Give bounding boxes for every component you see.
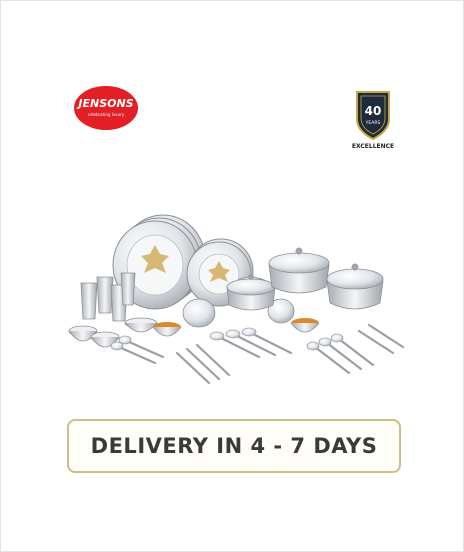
delivery-text: DELIVERY IN 4 - 7 DAYS: [90, 434, 378, 458]
badge-unit: YEARS: [365, 121, 381, 126]
spoons-and-forks: [111, 325, 403, 383]
badge-label: EXCELLENCE: [351, 143, 395, 150]
serving-dishes: [227, 248, 383, 311]
brand-tagline: celebrating luxury: [87, 112, 125, 117]
steel-glasses: [81, 273, 135, 321]
jensons-logo: [73, 85, 139, 131]
stainless-steel-dinner-set-icon: [59, 207, 411, 403]
badge-number: 40: [364, 104, 382, 118]
delivery-banner: [67, 419, 401, 473]
excellence-badge: [349, 89, 397, 151]
brand-name: JENSONS: [78, 97, 134, 110]
